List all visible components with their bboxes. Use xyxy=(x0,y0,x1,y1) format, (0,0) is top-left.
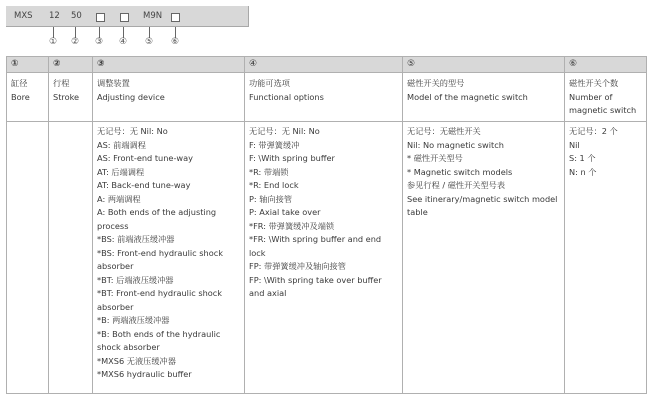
list-item: *BS: 前端液压缓冲器 xyxy=(97,234,175,244)
list-item: 无记号：无磁性开关 xyxy=(407,126,481,136)
list-item: P: 轴向接管 xyxy=(249,193,293,204)
list-item: *R: 带端锁 xyxy=(249,166,289,177)
code-series: MXS xyxy=(14,11,33,21)
list-item: AT: Back-end tune-way xyxy=(97,180,191,190)
list-item: *B: 两端液压缓冲器 xyxy=(97,315,170,325)
col-num-count: ⑥ xyxy=(565,57,647,73)
list-item: F: 带弹簧缓冲 xyxy=(249,139,300,150)
list-item: 无记号：无 Nil: No xyxy=(97,126,168,136)
list-item: FP: \With spring take over buffer and axial xyxy=(249,274,382,298)
list-item: Nil xyxy=(569,139,580,150)
body-magnetic-switch-model xyxy=(403,122,565,394)
list-item: *MXS6 无液压缓冲器 xyxy=(97,355,176,366)
header-switch-count: 磁性开关个数 Number of magnetic switch xyxy=(565,73,647,122)
order-code-bar xyxy=(6,6,249,27)
code-functional-box xyxy=(120,13,129,22)
header-bore: 缸径 Bore xyxy=(7,73,49,122)
ref-num-4: ④ xyxy=(118,37,128,47)
list-item: A: 两端调程 xyxy=(97,193,141,204)
code-bore: 12 xyxy=(49,11,60,21)
code-switch-model: M9N xyxy=(143,11,163,21)
list-item: *R: End lock xyxy=(249,180,299,190)
list-item: *BS: Front-end hydraulic shock absorber xyxy=(97,247,223,271)
list-item: * 磁性开关型号 xyxy=(407,153,463,163)
list-item: AS: 前端调程 xyxy=(97,139,146,150)
list-item: *B: Both ends of the hydraulic shock absorber xyxy=(97,328,221,352)
header-row xyxy=(7,73,647,122)
list-item: *FR: 带弹簧缓冲及端锁 xyxy=(249,220,335,231)
header-magnetic-switch-model: 磁性开关的型号 Model of the magnetic switch xyxy=(403,73,565,122)
list-item: * Magnetic switch models xyxy=(407,166,513,177)
ref-num-3: ③ xyxy=(94,37,104,47)
list-item: A: Both ends of the adjusting process xyxy=(97,207,217,231)
body-functional-options xyxy=(245,122,403,394)
list-item: AS: Front-end tune-way xyxy=(97,153,193,163)
list-item: 参见行程 / 磁性开关型号表 xyxy=(407,180,506,190)
code-stroke: 50 xyxy=(71,11,82,21)
code-adjusting-box xyxy=(96,13,105,22)
ref-num-2: ② xyxy=(70,37,80,47)
code-switch-count-box xyxy=(171,13,180,22)
list-item: 无记号：2 个 xyxy=(569,126,618,136)
body-switch-count xyxy=(565,122,647,394)
list-item: 无记号：无 Nil: No xyxy=(249,126,320,136)
list-item: S: 1 个 xyxy=(569,153,596,163)
body-adjusting-device xyxy=(93,122,245,394)
header-adjusting-device: 调整装置 Adjusting device xyxy=(93,73,245,122)
col-num-stroke: ② xyxy=(49,57,93,73)
list-item: N: n 个 xyxy=(569,166,597,177)
list-item: F: \With spring buffer xyxy=(249,153,335,163)
spec-table xyxy=(6,56,647,394)
col-num-bore: ① xyxy=(7,57,49,73)
list-item: *MXS6 hydraulic buffer xyxy=(97,369,192,379)
body-bore xyxy=(7,122,49,394)
list-item: Nil: No magnetic switch xyxy=(407,139,504,150)
body-stroke xyxy=(49,122,93,394)
ref-num-5: ⑤ xyxy=(144,37,154,47)
col-num-adjusting: ③ xyxy=(93,57,245,73)
list-item: FP: 带弹簧缓冲及轴向接管 xyxy=(249,261,346,271)
list-item: *FR: \With spring buffer and end lock xyxy=(249,234,382,258)
ref-num-1: ① xyxy=(48,37,58,47)
list-item: *BT: Front-end hydraulic shock absorber xyxy=(97,288,223,312)
list-item: P: Axial take over xyxy=(249,207,321,217)
list-item: See itinerary/magnetic switch model table xyxy=(407,193,558,217)
col-num-functional: ④ xyxy=(245,57,403,73)
body-row xyxy=(7,122,647,394)
header-stroke: 行程 Stroke xyxy=(49,73,93,122)
list-item: AT: 后端调程 xyxy=(97,166,145,177)
header-functional-options: 功能可选项 Functional options xyxy=(245,73,403,122)
list-item: *BT: 后端液压缓冲器 xyxy=(97,274,174,285)
col-num-magnetic: ⑤ xyxy=(403,57,565,73)
column-number-row xyxy=(7,57,647,73)
ref-num-6: ⑥ xyxy=(170,37,180,47)
